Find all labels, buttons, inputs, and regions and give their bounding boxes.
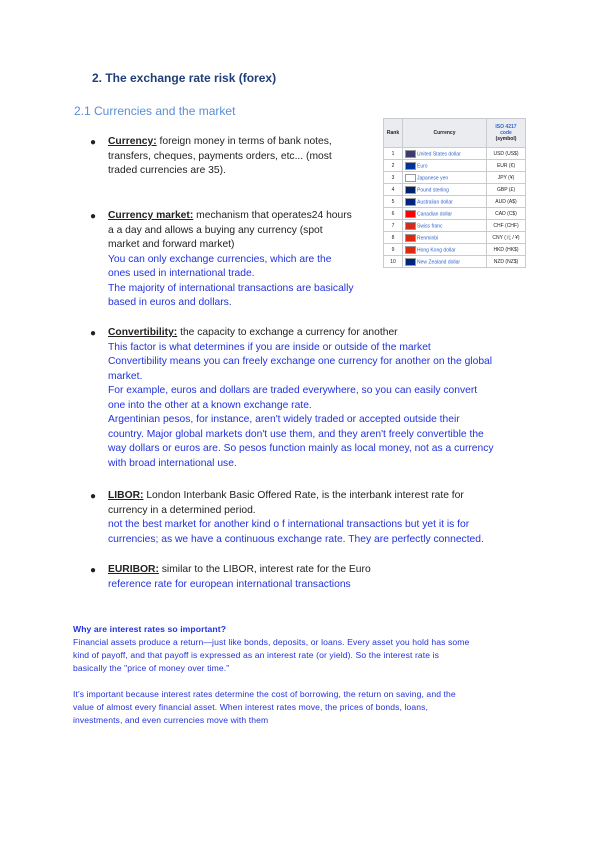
- paragraph-line: kind of payoff, and that payoff is expressed as an interest rate (or yield). So the interest rate is: [73, 650, 440, 660]
- code-cell: JPY (¥): [487, 172, 526, 184]
- code-cell: CNY (元 / ¥): [487, 232, 526, 244]
- note-line: not the best market for another kind o f international transactions but yet it is for: [108, 519, 470, 530]
- currency-cell: [403, 196, 487, 208]
- list-item-libor: [108, 489, 484, 547]
- flag-icon: [405, 198, 416, 206]
- paragraph-line: value of almost every financial asset. When interest rates move, the prices of bonds, loans,: [73, 702, 429, 712]
- bullet-icon: ●: [90, 211, 97, 222]
- flag-icon: [405, 162, 416, 170]
- symbol-label: (symbol): [495, 136, 517, 142]
- note-line: with broad international use.: [108, 457, 237, 469]
- currency-cell: [403, 148, 487, 160]
- def-line: market and forward market): [108, 239, 235, 250]
- rank-cell: 10: [384, 256, 403, 268]
- table-row: [384, 196, 526, 208]
- rank-cell: 8: [384, 232, 403, 244]
- rank-cell: 6: [384, 208, 403, 220]
- currency-cell: [403, 172, 487, 184]
- table-row: [384, 244, 526, 256]
- flag-icon: [405, 234, 416, 242]
- code-cell: NZD (NZ$): [487, 256, 526, 268]
- def-line: currency in a determined period.: [108, 504, 256, 516]
- rank-cell: 4: [384, 184, 403, 196]
- table-row: [384, 184, 526, 196]
- note-line: For example, euros and dollars are traded everywhere, so you can easily convert: [108, 385, 478, 396]
- table-row: [384, 208, 526, 220]
- note-line: way dollars or euros are. So pesos function mainly as local money, not as a currency: [108, 443, 494, 454]
- currency-link[interactable]: Australian dollar: [417, 198, 453, 205]
- note-line: currencies; as we have a continuous exchange rate. They are perfectly connected.: [108, 533, 484, 545]
- code-cell: AUD (A$): [487, 196, 526, 208]
- list-item-currency: [108, 135, 332, 179]
- interest-rates-section: [73, 623, 533, 675]
- list-item-currency-market: [108, 209, 354, 311]
- table-row: [384, 160, 526, 172]
- table-row: [384, 256, 526, 268]
- note-line: The majority of international transactions are basically: [108, 282, 354, 294]
- section-subheading: 2.1 Currencies and the market: [74, 104, 236, 118]
- note-line: ones used in international trade.: [108, 268, 255, 279]
- code-cell: CAD (C$): [487, 208, 526, 220]
- currency-link[interactable]: Pound sterling: [417, 186, 449, 193]
- code-cell: HKD (HK$): [487, 244, 526, 256]
- flag-icon: [405, 186, 416, 194]
- currency-cell: [403, 256, 487, 268]
- term-libor: LIBOR:: [108, 490, 144, 501]
- currency-cell: [403, 184, 487, 196]
- code-cell: CHF (CHF): [487, 220, 526, 232]
- currency-link[interactable]: New Zealand dollar: [417, 258, 461, 265]
- note-line: country. Major global markets don't use them, and they aren't freely convertible the: [108, 428, 484, 440]
- currency-link[interactable]: Canadian dollar: [417, 210, 453, 217]
- def-line: the capacity to exchange a currency for another: [177, 327, 398, 338]
- currency-link[interactable]: United States dollar: [417, 150, 461, 157]
- list-item-euribor: [108, 563, 371, 592]
- note-line: You can only exchange currencies, which are the: [108, 253, 332, 265]
- bullet-icon: ●: [90, 565, 97, 576]
- table-header-rank: Rank: [384, 119, 403, 148]
- table-row: [384, 232, 526, 244]
- bullet-icon: ●: [90, 137, 97, 148]
- rank-cell: 9: [384, 244, 403, 256]
- bullet-icon: ●: [90, 491, 97, 502]
- note-line: one into the other at a known exchange rate.: [108, 399, 312, 411]
- rank-cell: 3: [384, 172, 403, 184]
- def-line: mechanism that operates24 hours: [193, 210, 352, 221]
- note-line: Argentinian pesos, for instance, aren't widely traded or accepted outside their: [108, 414, 460, 425]
- flag-icon: [405, 246, 416, 254]
- flag-icon: [405, 258, 416, 266]
- iso-link[interactable]: ISO 4217 code: [495, 124, 517, 136]
- page-heading: 2. The exchange rate risk (forex): [92, 71, 277, 85]
- term-convertibility: Convertibility:: [108, 327, 178, 338]
- term-currency-market: Currency market:: [108, 210, 194, 221]
- currency-cell: [403, 232, 487, 244]
- currency-link[interactable]: Euro: [417, 162, 428, 169]
- currency-link[interactable]: Renminbi: [417, 234, 439, 241]
- note-line: based in euros and dollars.: [108, 297, 232, 308]
- currency-link[interactable]: Swiss franc: [417, 222, 443, 229]
- bullet-icon: ●: [90, 328, 97, 339]
- def-line: London Interbank Basic Offered Rate, is the interbank interest rate for: [143, 490, 464, 501]
- currency-cell: [403, 160, 487, 172]
- rank-cell: 1: [384, 148, 403, 160]
- rank-cell: 5: [384, 196, 403, 208]
- interest-rates-paragraph-2: [73, 688, 533, 727]
- paragraph-line: basically the "price of money over time.": [73, 663, 230, 673]
- note-line: This factor is what determines if you are inside or outside of the market: [108, 341, 431, 353]
- section-title: Why are interest rates so important?: [73, 624, 227, 634]
- currency-link[interactable]: Hong Kong dollar: [417, 246, 456, 253]
- note-line: market.: [108, 370, 143, 382]
- term-euribor: EURIBOR:: [108, 564, 159, 575]
- table-row: [384, 172, 526, 184]
- table-row: [384, 148, 526, 160]
- table-header-code: [487, 119, 526, 148]
- table-header-currency: Currency: [403, 119, 487, 148]
- paragraph-line: investments, and even currencies move with them: [73, 715, 269, 725]
- currency-link[interactable]: Japanese yen: [417, 174, 449, 181]
- flag-icon: [405, 150, 416, 158]
- paragraph-line: It's important because interest rates determine the cost of borrowing, the return on saving, and the: [73, 689, 456, 699]
- currency-table: [383, 118, 526, 274]
- code-cell: EUR (€): [487, 160, 526, 172]
- list-item-convertibility: [108, 326, 494, 471]
- term-currency: Currency:: [108, 136, 157, 147]
- code-cell: GBP (£): [487, 184, 526, 196]
- code-cell: USD (US$): [487, 148, 526, 160]
- currency-cell: [403, 208, 487, 220]
- table-row: [384, 220, 526, 232]
- flag-icon: [405, 174, 416, 182]
- flag-icon: [405, 210, 416, 218]
- def-line: a a day and allows a buying any currency (spot: [108, 224, 323, 236]
- def-line: traded currencies are 35).: [108, 165, 226, 176]
- currency-cell: [403, 220, 487, 232]
- paragraph-line: Financial assets produce a return—just like bonds, deposits, or loans. Every asset you hold has some: [73, 637, 470, 647]
- rank-cell: 7: [384, 220, 403, 232]
- currency-cell: [403, 244, 487, 256]
- flag-icon: [405, 222, 416, 230]
- note-line: reference rate for european international transactions: [108, 578, 351, 590]
- def-line: foreign money in terms of bank notes,: [156, 136, 332, 147]
- def-line: similar to the LIBOR, interest rate for the Euro: [158, 564, 371, 575]
- note-line: Convertibility means you can freely exchange one currency for another on the global: [108, 356, 493, 367]
- def-line: transfers, cheques, payments orders, etc... (most: [108, 150, 332, 162]
- rank-cell: 2: [384, 160, 403, 172]
